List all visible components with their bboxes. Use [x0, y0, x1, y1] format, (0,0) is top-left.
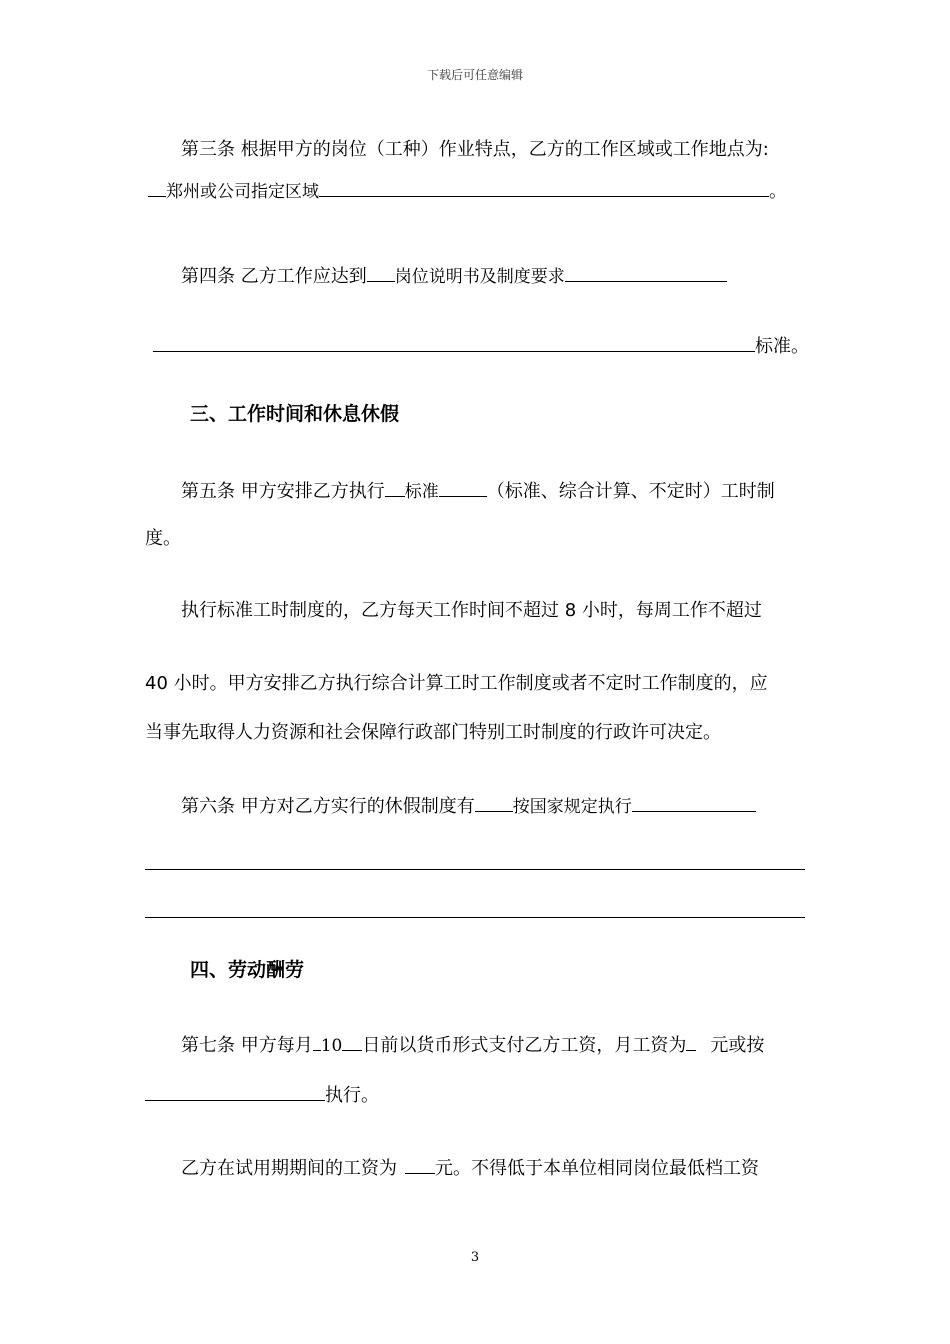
monthly-wage-blank — [686, 1030, 696, 1051]
article-6-leave-policy: 按国家规定执行 — [512, 797, 632, 817]
article-7-prefix: 第七条 甲方每月 — [181, 1035, 313, 1056]
article-6-line-1 — [181, 791, 756, 820]
blank-underline — [475, 791, 513, 812]
article-4-prefix: 第四条 乙方工作应达到 — [181, 266, 367, 287]
probation-prefix: 乙方在试用期期间的工资为 — [181, 1158, 397, 1179]
blank-underline — [148, 176, 166, 197]
blank-underline — [367, 261, 395, 282]
article-5-hours-system: 标准 — [404, 482, 439, 502]
article-4-end: 标准。 — [755, 336, 809, 357]
standard-hours-line-3: 当事先取得人力资源和社会保障行政部门特别工时制度的行政许可决定。 — [145, 722, 721, 743]
blank-underline — [153, 331, 755, 352]
article-7-after-wage: 元或按 — [710, 1035, 765, 1056]
article-6-prefix: 第六条 甲方对乙方实行的休假制度有 — [181, 796, 475, 817]
article-7-line-2 — [145, 1080, 379, 1109]
blank-underline — [145, 1080, 325, 1101]
article-3-period: 。 — [769, 181, 787, 202]
article-5-line-2: 度。 — [145, 528, 181, 549]
blank-underline — [439, 476, 487, 497]
blank-underline — [342, 1030, 362, 1051]
article-7-line-1 — [181, 1030, 764, 1059]
article-5-prefix: 第五条 甲方安排乙方执行 — [181, 481, 385, 502]
article-7-pay-day: 10 — [320, 1036, 343, 1056]
section-3-heading: 三、工作时间和休息休假 — [190, 403, 400, 425]
blank-line — [145, 869, 805, 870]
blank-underline — [385, 476, 405, 497]
probation-wage-blank — [405, 1153, 435, 1174]
article-4-requirement: 岗位说明书及制度要求 — [394, 267, 565, 287]
article-7-end: 执行。 — [325, 1085, 379, 1106]
article-3-line-2 — [148, 176, 787, 205]
probation-suffix: 元。不得低于本单位相同岗位最低档工资 — [435, 1158, 759, 1179]
blank-underline — [632, 791, 756, 812]
article-7-mid: 日前以货币形式支付乙方工资，月工资为 — [362, 1035, 687, 1056]
article-5-options: （标准、综合计算、不定时）工时制 — [486, 481, 775, 502]
blank-underline — [565, 261, 727, 282]
article-5-line-1 — [181, 476, 775, 505]
standard-hours-line-1: 执行标准工时制度的，乙方每天工作时间不超过 8 小时，每周工作不超过 — [181, 600, 762, 621]
article-3-work-location: 郑州或公司指定区域 — [166, 182, 319, 202]
blank-line — [145, 917, 805, 918]
standard-hours-line-2: 40 小时。甲方安排乙方执行综合计算工时工作制度或者不定时工作制度的，应 — [145, 673, 768, 694]
blank-underline — [313, 1030, 321, 1051]
blank-underline — [319, 176, 769, 197]
page-header: 下载后可任意编辑 — [426, 68, 523, 82]
article-3-line-1: 第三条 根据甲方的岗位（工种）作业特点，乙方的工作区域或工作地点为: — [181, 139, 769, 160]
page-number: 3 — [470, 1250, 480, 1265]
article-4-line-2 — [153, 331, 809, 360]
article-4-line-1 — [181, 261, 727, 290]
probation-wage-line — [181, 1153, 759, 1182]
section-4-heading: 四、劳动酬劳 — [190, 959, 305, 981]
